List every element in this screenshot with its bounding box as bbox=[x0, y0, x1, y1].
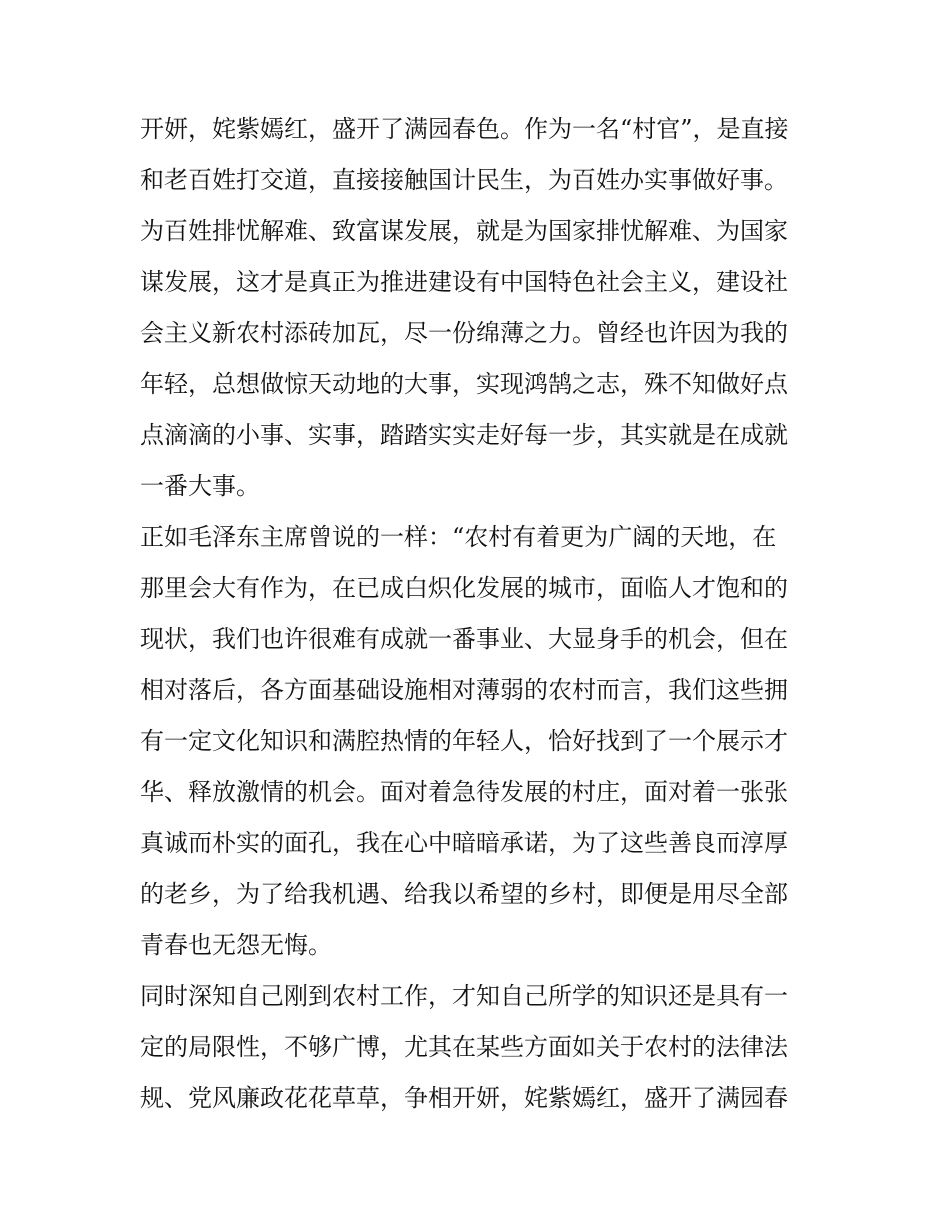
text-line: 同时深知自己刚到农村工作，才知自己所学的知识还是具有一 bbox=[140, 982, 788, 1010]
text-line: 和老百姓打交道，直接接触国计民生，为百姓办实事做好事。 bbox=[140, 166, 788, 194]
text-line: 年轻，总想做惊天动地的大事，实现鸿鹄之志，殊不知做好点 bbox=[140, 370, 788, 398]
text-line: 青春也无怨无悔。 bbox=[140, 931, 332, 959]
text-line: 点滴滴的小事、实事，踏踏实实走好每一步，其实就是在成就 bbox=[140, 421, 788, 449]
text-line: 定的局限性，不够广博，尤其在某些方面如关于农村的法律法 bbox=[140, 1033, 788, 1061]
text-line: 有一定文化知识和满腔热情的年轻人，恰好找到了一个展示才 bbox=[140, 727, 788, 755]
text-line: 规、党风廉政花花草草，争相开妍，姹紫嫣红，盛开了满园春 bbox=[140, 1084, 788, 1112]
text-line: 的老乡，为了给我机遇、给我以希望的乡村，即便是用尽全部 bbox=[140, 880, 788, 908]
text-line: 华、释放激情的机会。面对着急待发展的村庄，面对着一张张 bbox=[140, 778, 788, 806]
text-line: 正如毛泽东主席曾说的一样：“农村有着更为广阔的天地，在 bbox=[140, 523, 777, 551]
text-line: 相对落后，各方面基础设施相对薄弱的农村而言，我们这些拥 bbox=[140, 676, 788, 704]
text-line: 会主义新农村添砖加瓦，尽一份绵薄之力。曾经也许因为我的 bbox=[140, 319, 788, 347]
text-line: 那里会大有作为，在已成白炽化发展的城市，面临人才饱和的 bbox=[140, 574, 788, 602]
text-line: 开妍，姹紫嫣红，盛开了满园春色。作为一名“村官”，是直接 bbox=[140, 115, 789, 143]
text-line: 为百姓排忧解难、致富谋发展，就是为国家排忧解难、为国家 bbox=[140, 217, 788, 245]
body-text bbox=[140, 104, 820, 1124]
text-line: 谋发展，这才是真正为推进建设有中国特色社会主义，建设社 bbox=[140, 268, 788, 296]
text-line: 一番大事。 bbox=[140, 472, 260, 500]
text-line: 现状，我们也许很难有成就一番事业、大显身手的机会，但在 bbox=[140, 625, 788, 653]
text-line: 真诚而朴实的面孔，我在心中暗暗承诺，为了这些善良而淳厚 bbox=[140, 829, 788, 857]
